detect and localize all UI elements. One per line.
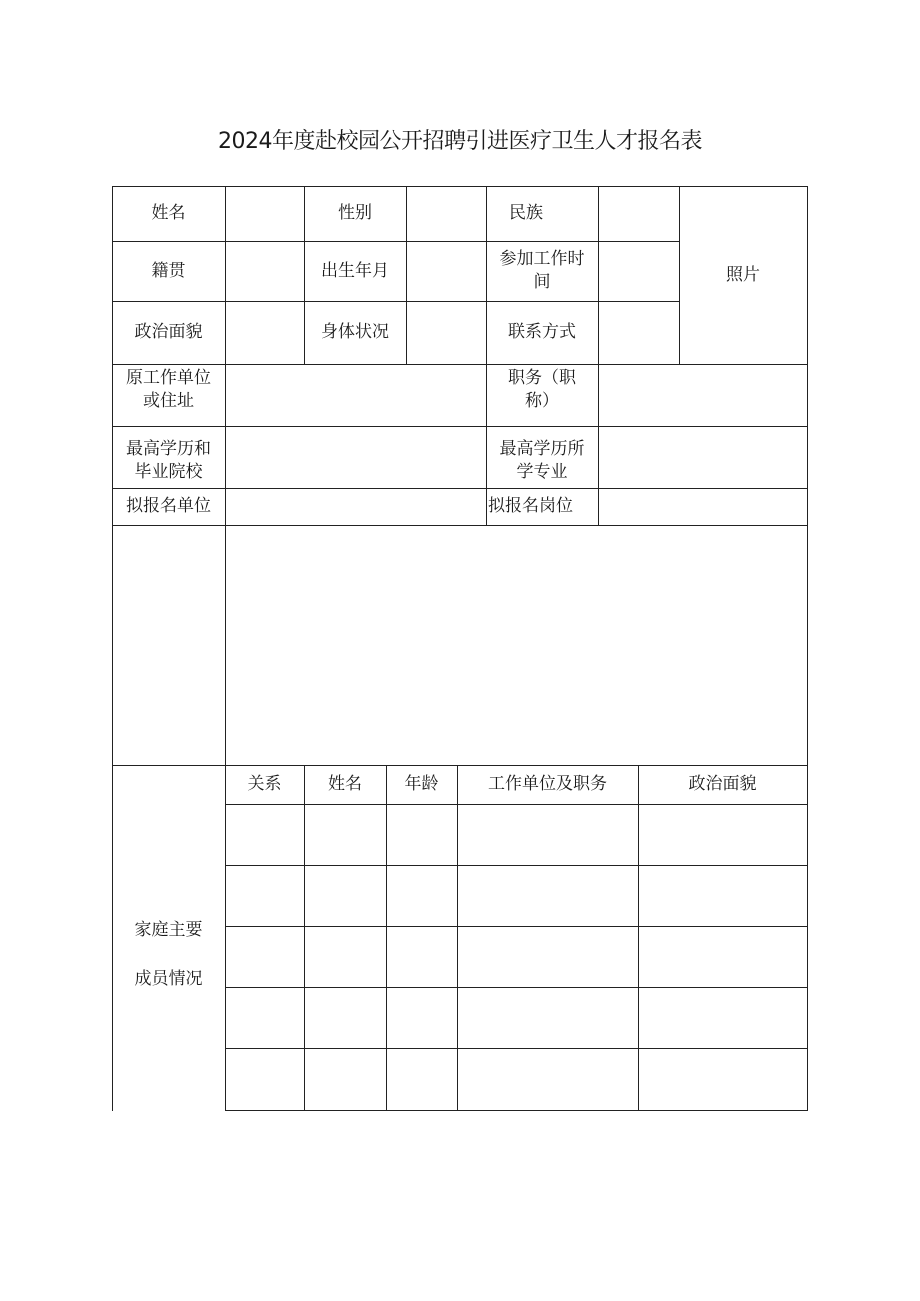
label-apply-unit: 拟报名单位	[126, 496, 211, 516]
position-field[interactable]	[599, 365, 807, 426]
health-field[interactable]	[407, 302, 486, 364]
native-place-field[interactable]	[226, 242, 304, 301]
family-row-5-political-status-field[interactable]	[639, 1049, 807, 1109]
major-field[interactable]	[599, 427, 807, 488]
family-row-1-political-status-field[interactable]	[639, 805, 807, 865]
family-header-relation: 关系	[247, 774, 282, 794]
label-gender: 性别	[338, 203, 372, 223]
family-row-3-political-status-field[interactable]	[639, 927, 807, 987]
contact-field[interactable]	[599, 302, 679, 364]
family-row-2-age-field[interactable]	[387, 866, 457, 926]
family-row-4-relation-field[interactable]	[226, 988, 304, 1048]
work-start-field[interactable]	[599, 242, 679, 301]
label-education: 最高学历和 毕业院校	[126, 439, 211, 482]
resume-label-cell	[113, 526, 225, 765]
family-header-political-status: 政治面貌	[688, 774, 757, 794]
birth-date-field[interactable]	[407, 242, 486, 301]
label-political-status: 政治面貌	[134, 322, 203, 342]
family-row-4-work-unit-field[interactable]	[458, 988, 638, 1048]
label-original-unit: 原工作单位 或住址	[126, 368, 211, 411]
family-row-4-age-field[interactable]	[387, 988, 457, 1048]
family-row-3-relation-field[interactable]	[226, 927, 304, 987]
gender-field[interactable]	[407, 187, 486, 241]
label-health: 身体状况	[321, 322, 389, 342]
label-birth-date: 出生年月	[321, 260, 389, 281]
family-row-3-age-field[interactable]	[387, 927, 457, 987]
ethnicity-field[interactable]	[599, 187, 679, 241]
label-major: 最高学历所 学专业	[499, 439, 585, 482]
family-row-5-relation-field[interactable]	[226, 1049, 304, 1109]
family-row-1-work-unit-field[interactable]	[458, 805, 638, 865]
family-row-1-relation-field[interactable]	[226, 805, 304, 865]
family-row-5-work-unit-field[interactable]	[458, 1049, 638, 1109]
label-apply-post: 拟报名岗位	[488, 496, 573, 516]
form-title: 2024年度赴校园公开招聘引进医疗卫生人才报名表	[218, 129, 702, 154]
label-position: 职务（职 称）	[508, 368, 576, 411]
apply-post-field[interactable]	[599, 489, 807, 525]
family-row-2-name-field[interactable]	[305, 866, 386, 926]
apply-unit-field[interactable]	[226, 489, 486, 525]
label-native-place: 籍贯	[151, 260, 186, 281]
family-row-5-name-field[interactable]	[305, 1049, 386, 1109]
family-header-name: 姓名	[328, 774, 362, 794]
family-header-work-unit: 工作单位及职务	[488, 774, 607, 794]
family-row-2-work-unit-field[interactable]	[458, 866, 638, 926]
family-row-1-age-field[interactable]	[387, 805, 457, 865]
label-family-members: 家庭主要 成员情况	[134, 920, 203, 989]
label-name: 姓名	[151, 203, 186, 223]
family-row-2-relation-field[interactable]	[226, 866, 304, 926]
name-field[interactable]	[226, 187, 304, 241]
family-row-3-work-unit-field[interactable]	[458, 927, 638, 987]
photo-box[interactable]: 照片	[726, 264, 760, 285]
education-field[interactable]	[226, 427, 486, 488]
family-row-4-name-field[interactable]	[305, 988, 386, 1048]
label-contact: 联系方式	[508, 322, 576, 342]
resume-field[interactable]	[226, 526, 807, 765]
family-row-4-political-status-field[interactable]	[639, 988, 807, 1048]
family-row-1-name-field[interactable]	[305, 805, 386, 865]
family-row-5-age-field[interactable]	[387, 1049, 457, 1109]
label-ethnicity: 民族	[509, 203, 543, 223]
original-unit-field[interactable]	[226, 365, 486, 426]
family-row-3-name-field[interactable]	[305, 927, 386, 987]
political-status-field[interactable]	[226, 302, 304, 364]
label-work-start: 参加工作时 间	[499, 249, 585, 292]
family-header-age: 年龄	[404, 774, 439, 794]
family-row-2-political-status-field[interactable]	[639, 866, 807, 926]
